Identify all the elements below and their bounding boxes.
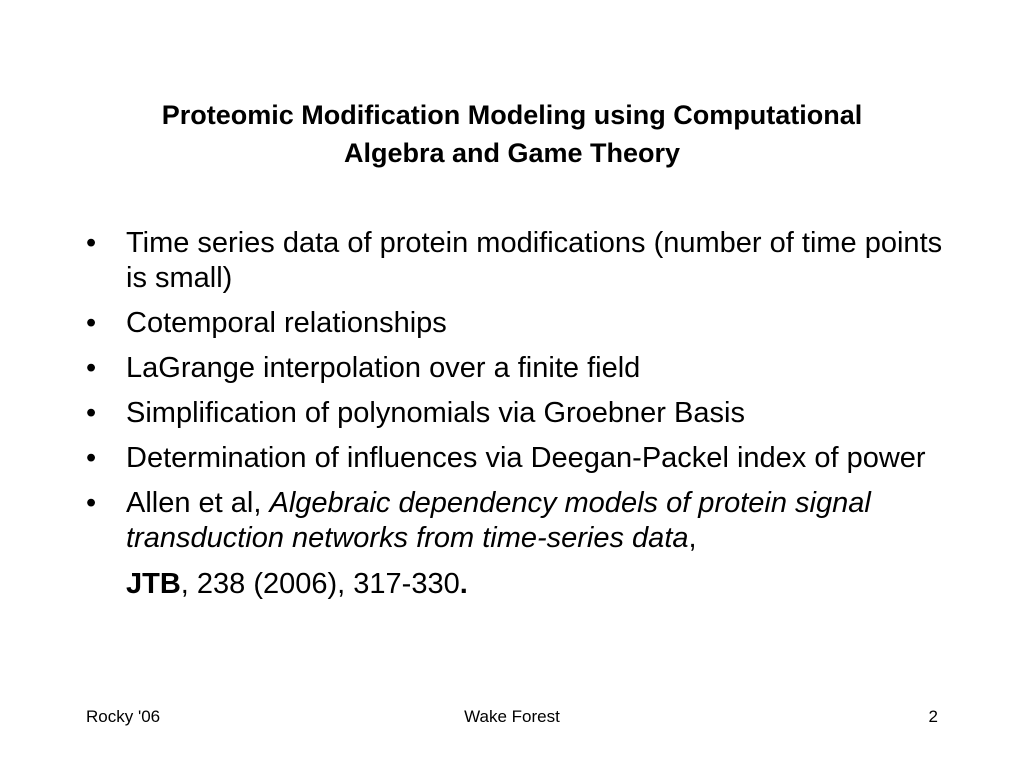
bullet-marker: • — [86, 307, 97, 339]
bullet-marker: • — [86, 487, 97, 519]
citation-journal: JTB — [126, 568, 181, 600]
bullet-list — [80, 226, 950, 612]
page-number: 2 — [928, 707, 938, 726]
bullet-item-citation — [80, 486, 950, 602]
bullet-item-groebner — [80, 396, 950, 431]
bullet-text: LaGrange interpolation over a finite field — [126, 352, 641, 384]
bullet-marker: • — [86, 352, 97, 384]
citation-comma: , — [688, 522, 697, 554]
bullet-item-deegan-packel — [80, 441, 950, 476]
bullet-text: Time series data of protein modifications (number of time points is small) — [126, 227, 943, 294]
title-line-1: Proteomic Modification Modeling using Computational — [161, 100, 863, 130]
bullet-marker: • — [86, 397, 97, 429]
bullet-text: Cotemporal relationships — [126, 307, 447, 339]
bullet-marker: • — [86, 227, 97, 259]
citation-end: . — [459, 568, 468, 600]
bullet-item-time-series — [80, 226, 950, 296]
citation-title: Algebraic dependency models of protein signal transduction networks from time-series data — [126, 487, 871, 554]
bullet-marker: • — [86, 442, 97, 474]
bullet-item-cotemporal — [80, 306, 950, 341]
footer-left: Rocky '06 — [86, 707, 161, 726]
footer-center: Wake Forest — [464, 707, 560, 726]
title-line-2: Algebra and Game Theory — [343, 138, 681, 168]
citation-line-2 — [126, 567, 950, 602]
bullet-text: Determination of influences via Deegan-Packel index of power — [126, 442, 926, 474]
slide-title — [60, 96, 964, 172]
bullet-item-lagrange — [80, 351, 950, 386]
bullet-text: Simplification of polynomials via Groebner Basis — [126, 397, 745, 429]
citation-details: , 238 (2006), 317-330 — [180, 568, 460, 600]
citation-authors: Allen et al, — [126, 487, 270, 519]
